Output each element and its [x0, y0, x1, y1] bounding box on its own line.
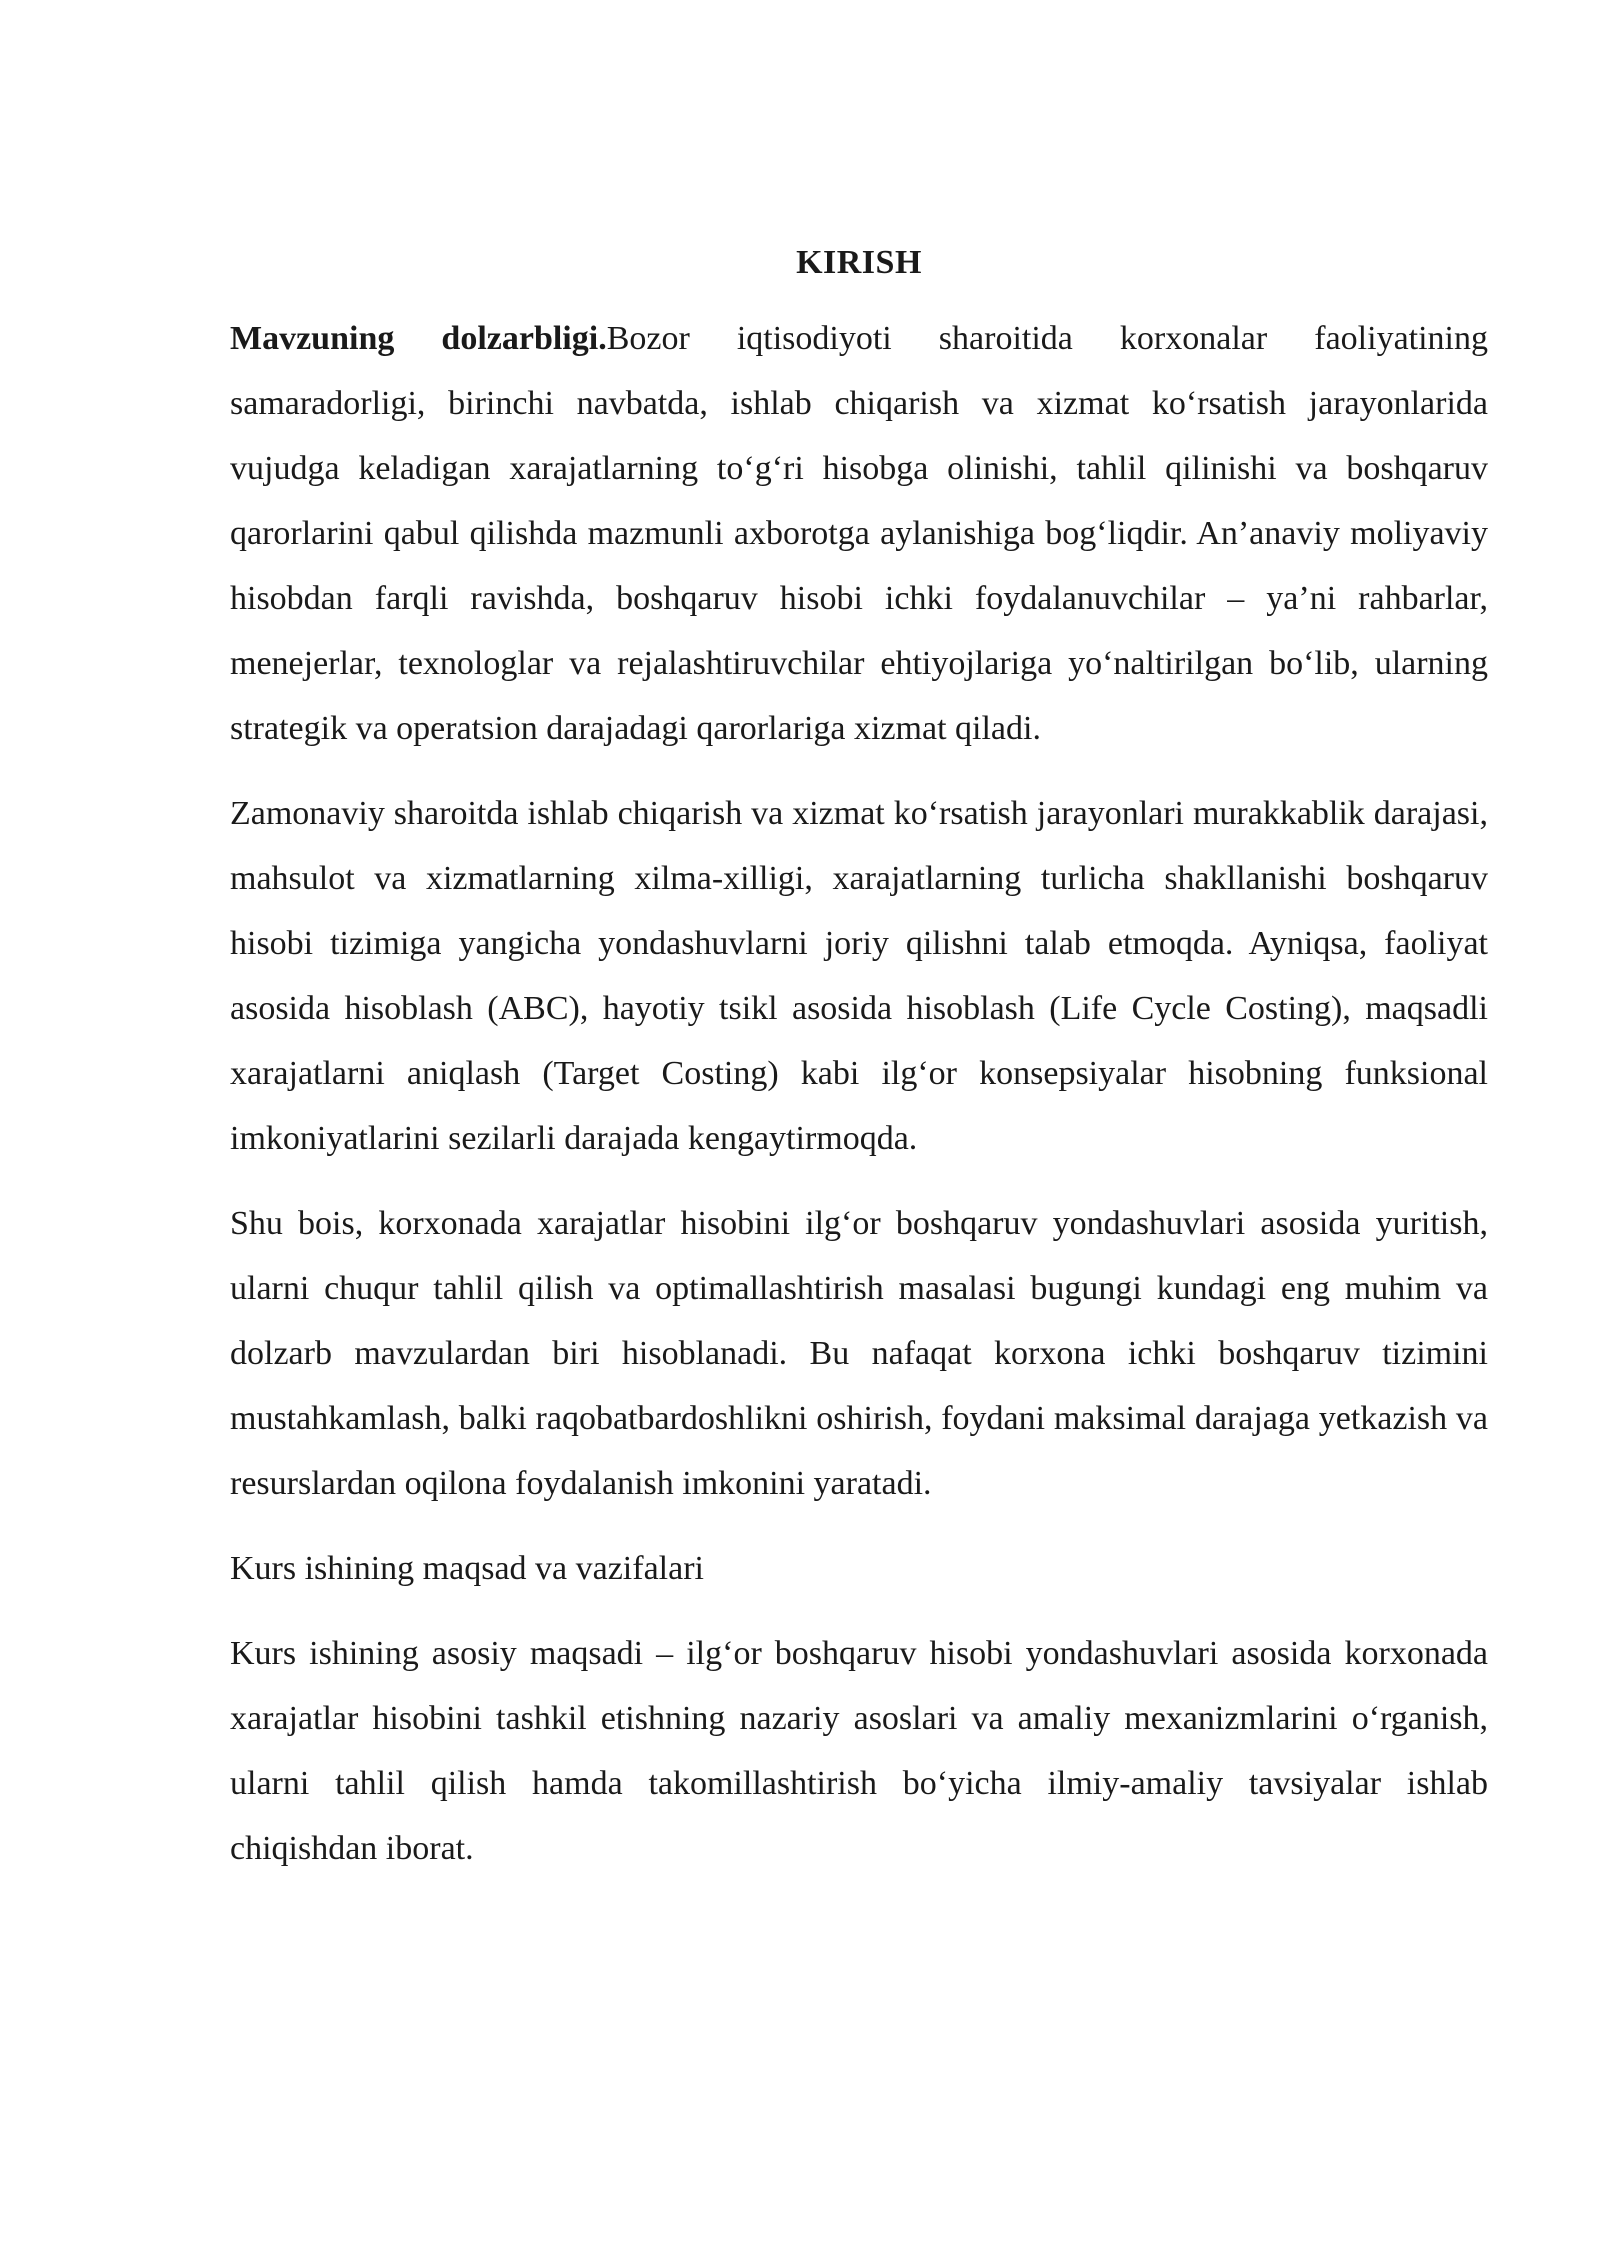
paragraph-relevance: Shu bois, korxonada xarajatlar hisobini ilg‘or boshqaruv yondashuvlari asosida yuritish, ularni chuqur tahlil qilish va optimallashtirish masalasi bugungi kundagi eng muhim va dolzarb mavzulardan biri hisoblanadi. Bu nafaqat korxona ichki boshqaruv tizimini mustahkamlash, balki raqobatbardoshlikni oshirish, foydani maksimal darajaga yetkazish va resurslardan oqilona foydalanish imkonini yaratadi. [230, 1205, 1488, 1502]
section-heading-goals: Kurs ishining maqsad va vazifalari [230, 1550, 704, 1587]
document-body [230, 228, 1488, 1901]
intro-paragraph [230, 306, 1488, 761]
intro-text: Bozor iqtisodiyoti sharoitida korxonalar faoliyatining samaradorligi, birinchi navbatda, ishlab chiqarish va xizmat ko‘rsatish jarayonlarida vujudga keladigan xarajatlarning to‘g‘ri hisobga olinishi, tahlil qilinishi va boshqaruv qarorlarini qabul qilishda mazmunli axborotga aylanishiga bog‘liqdir. An’anaviy moliyaviy hisobdan farqli ravishda, boshqaruv hisobi ichki foydalanuvchilar – ya’ni rahbarlar, menejerlar, texnologlar va rejalashtiruvchilar ehtiyojlariga yo‘naltirilgan bo‘lib, ularning strategik va operatsion darajadagi qarorlariga xizmat qiladi. [230, 320, 1488, 747]
document-title: KIRISH [796, 244, 922, 281]
paragraph-goal: Kurs ishining asosiy maqsadi – ilg‘or boshqaruv hisobi yondashuvlari asosida korxonada xarajatlar hisobini tashkil etishning nazariy asoslari va amaliy mexanizmlarini o‘rganish, ularni tahlil qilish hamda takomillashtirish bo‘yicha ilmiy-amaliy tavsiyalar ishlab chiqishdan iborat. [230, 1635, 1488, 1867]
paragraph-modern-conditions: Zamonaviy sharoitda ishlab chiqarish va xizmat ko‘rsatish jarayonlari murakkablik darajasi, mahsulot va xizmatlarning xilma-xilligi, xarajatlarning turlicha shakllanishi boshqaruv hisobi tizimiga yangicha yondashuvlarni joriy qilishni talab etmoqda. Ayniqsa, faoliyat asosida hisoblash (ABC), hayotiy tsikl asosida hisoblash (Life Cycle Costing), maqsadli xarajatlarni aniqlash (Target Costing) kabi ilg‘or konsepsiyalar hisobning funksional imkoniyatlarini sezilarli darajada kengaytirmoqda. [230, 795, 1488, 1157]
intro-lead: Mavzuning dolzarbligi. [230, 320, 607, 357]
